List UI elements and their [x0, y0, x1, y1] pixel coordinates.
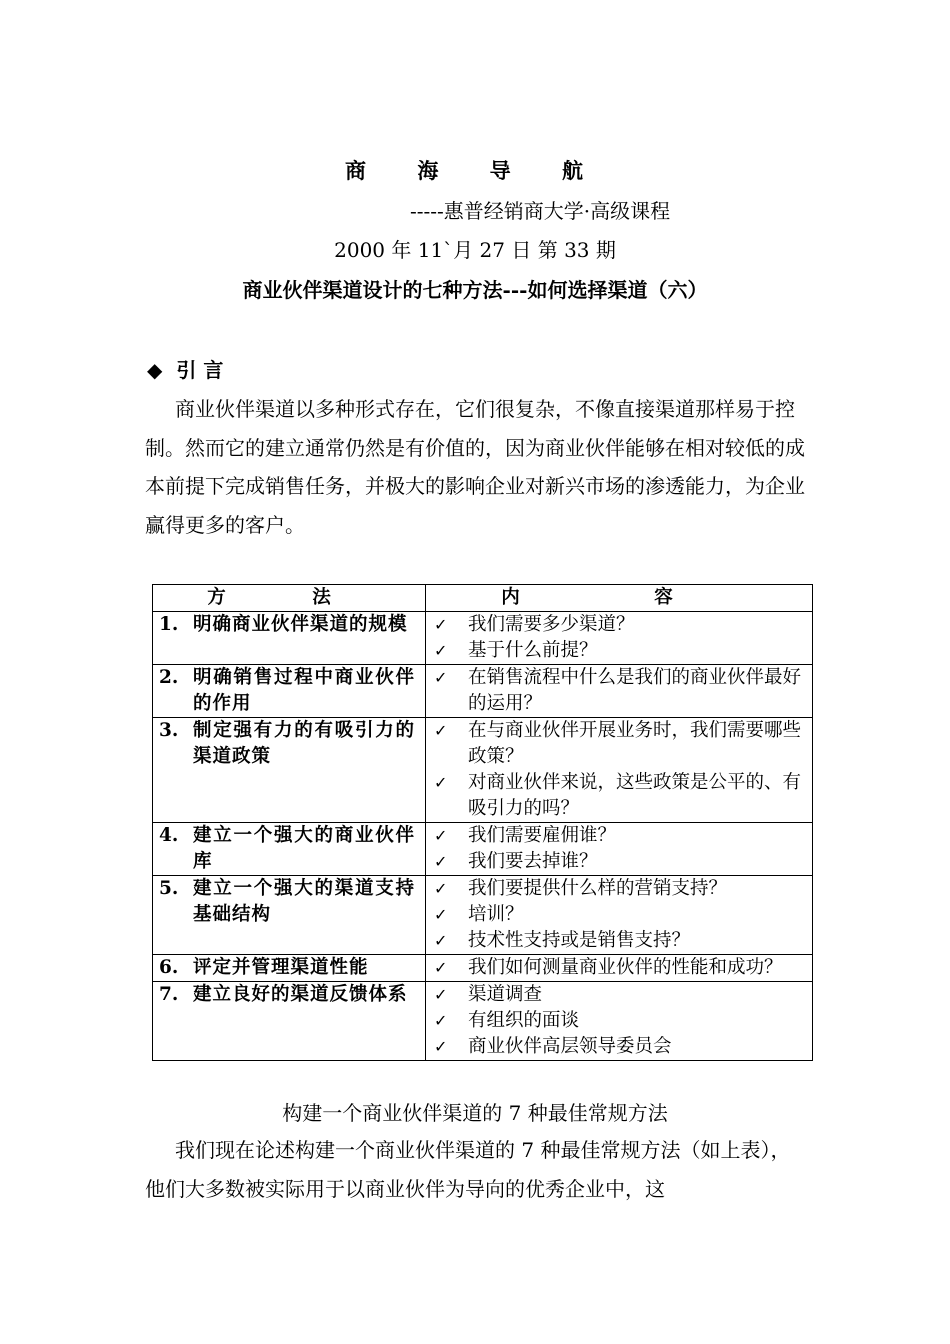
content-list	[426, 876, 812, 954]
table-caption: 构建一个商业伙伴渠道的 7 种最佳常规方法	[282, 1101, 668, 1125]
method-cell	[153, 718, 426, 823]
section-heading	[147, 354, 223, 383]
content-cell	[426, 612, 813, 665]
content-item-text: 我们需要多少渠道？	[468, 614, 635, 635]
content-list	[426, 612, 812, 664]
content-item-text: 渠道调查	[468, 984, 543, 1005]
header-content: 内 容	[426, 585, 813, 612]
method-number: 7.	[159, 984, 179, 1005]
method-label: 建立一个强大的渠道支持基础结构	[193, 878, 415, 925]
content-list	[426, 665, 812, 717]
checkmark-icon: ✓	[434, 985, 448, 1004]
method-label: 建立良好的渠道反馈体系	[193, 984, 408, 1005]
content-cell	[426, 982, 813, 1061]
newsletter-subtitle: -----惠普经销商大学·高级课程	[410, 199, 671, 223]
content-cell	[426, 876, 813, 955]
content-item-text: 对商业伙伴来说，这些政策是公平的、有吸引力的吗？	[468, 772, 802, 819]
checkmark-icon: ✓	[434, 931, 448, 950]
content-item	[426, 770, 812, 822]
method-cell	[153, 876, 426, 955]
method-number: 3.	[159, 720, 179, 741]
content-item-text: 培训？	[468, 904, 524, 925]
checkmark-icon: ✓	[434, 852, 448, 871]
content-item	[426, 1034, 812, 1060]
issue-date: 2000 年 11`月 27 日 第 33 期	[334, 238, 616, 262]
content-cell	[426, 718, 813, 823]
content-item	[426, 955, 812, 981]
checkmark-icon: ✓	[434, 641, 448, 660]
content-item	[426, 638, 812, 664]
checkmark-icon: ✓	[434, 958, 448, 977]
method-label: 制定强有力的有吸引力的渠道政策	[193, 720, 415, 767]
checkmark-icon: ✓	[434, 721, 448, 740]
table-row	[153, 955, 813, 982]
content-cell	[426, 823, 813, 876]
section-heading-text: 引 言	[176, 358, 224, 382]
method-cell	[153, 982, 426, 1061]
content-item-text: 我们要去掉谁？	[468, 851, 598, 872]
method-cell	[153, 665, 426, 718]
method-entry	[153, 955, 425, 981]
content-item	[426, 849, 812, 875]
content-item	[426, 928, 812, 954]
checkmark-icon: ✓	[434, 1037, 448, 1056]
content-list	[426, 718, 812, 822]
content-item-text: 在与商业伙伴开展业务时，我们需要哪些政策？	[468, 720, 802, 767]
content-item	[426, 982, 812, 1008]
content-item	[426, 1008, 812, 1034]
header-method: 方 法	[153, 585, 426, 612]
method-cell	[153, 955, 426, 982]
body-paragraph: 我们现在论述构建一个商业伙伴渠道的 7 种最佳常规方法（如上表），他们大多数被实际用于以商业伙伴为导向的优秀企业中，这	[145, 1138, 791, 1201]
table-row	[153, 823, 813, 876]
method-cell	[153, 612, 426, 665]
method-label: 建立一个强大的商业伙伴库	[193, 825, 415, 872]
method-entry	[153, 823, 425, 875]
table-body	[153, 612, 813, 1061]
method-number: 4.	[159, 825, 179, 846]
checkmark-icon: ✓	[434, 826, 448, 845]
content-item-text: 我们如何测量商业伙伴的性能和成功？	[468, 957, 783, 978]
table-row	[153, 718, 813, 823]
content-item	[426, 718, 812, 770]
content-item	[426, 612, 812, 638]
method-entry	[153, 876, 425, 928]
checkmark-icon: ✓	[434, 879, 448, 898]
table-row	[153, 665, 813, 718]
content-item	[426, 876, 812, 902]
content-cell	[426, 665, 813, 718]
checkmark-icon: ✓	[434, 773, 448, 792]
content-item	[426, 902, 812, 928]
method-label: 明确销售过程中商业伙伴的作用	[193, 667, 415, 714]
content-item-text: 有组织的面谈	[468, 1010, 580, 1031]
table-header-row	[153, 585, 813, 612]
table-row	[153, 612, 813, 665]
checkmark-icon: ✓	[434, 668, 448, 687]
method-entry	[153, 982, 425, 1008]
content-list	[426, 823, 812, 875]
methods-table	[152, 584, 813, 1061]
method-entry	[153, 718, 425, 770]
content-list	[426, 955, 812, 981]
checkmark-icon: ✓	[434, 1011, 448, 1030]
newsletter-title: 商 海 导 航	[345, 158, 605, 183]
method-number: 6.	[159, 957, 179, 978]
method-cell	[153, 823, 426, 876]
intro-paragraph: 商业伙伴渠道以多种形式存在，它们很复杂，不像直接渠道那样易于控制。然而它的建立通常仍然是有价值的，因为商业伙伴能够在相对较低的成本前提下完成销售任务，并极大的影响企业对新兴市场的渗透能力，为企业赢得更多的客户。	[145, 397, 805, 537]
content-item-text: 我们要提供什么样的营销支持？	[468, 878, 728, 899]
method-number: 1.	[159, 614, 179, 635]
content-list	[426, 982, 812, 1060]
table-row	[153, 876, 813, 955]
content-item-text: 技术性支持或是销售支持？	[468, 930, 691, 951]
method-entry	[153, 612, 425, 638]
method-number: 5.	[159, 878, 179, 899]
table-row	[153, 982, 813, 1061]
method-number: 2.	[159, 667, 179, 688]
method-label: 明确商业伙伴渠道的规模	[193, 614, 408, 635]
content-item-text: 在销售流程中什么是我们的商业伙伴最好的运用？	[468, 667, 802, 714]
content-item-text: 基于什么前提？	[468, 640, 598, 661]
checkmark-icon: ✓	[434, 905, 448, 924]
content-cell	[426, 955, 813, 982]
diamond-bullet-icon: ◆	[147, 358, 163, 382]
content-item-text: 商业伙伴高层领导委员会	[468, 1036, 672, 1057]
content-item	[426, 823, 812, 849]
content-item-text: 我们需要雇佣谁？	[468, 825, 617, 846]
method-entry	[153, 665, 425, 717]
method-label: 评定并管理渠道性能	[193, 957, 369, 978]
article-title: 商业伙伴渠道设计的七种方法---如何选择渠道（六）	[242, 278, 708, 302]
checkmark-icon: ✓	[434, 615, 448, 634]
content-item	[426, 665, 812, 717]
